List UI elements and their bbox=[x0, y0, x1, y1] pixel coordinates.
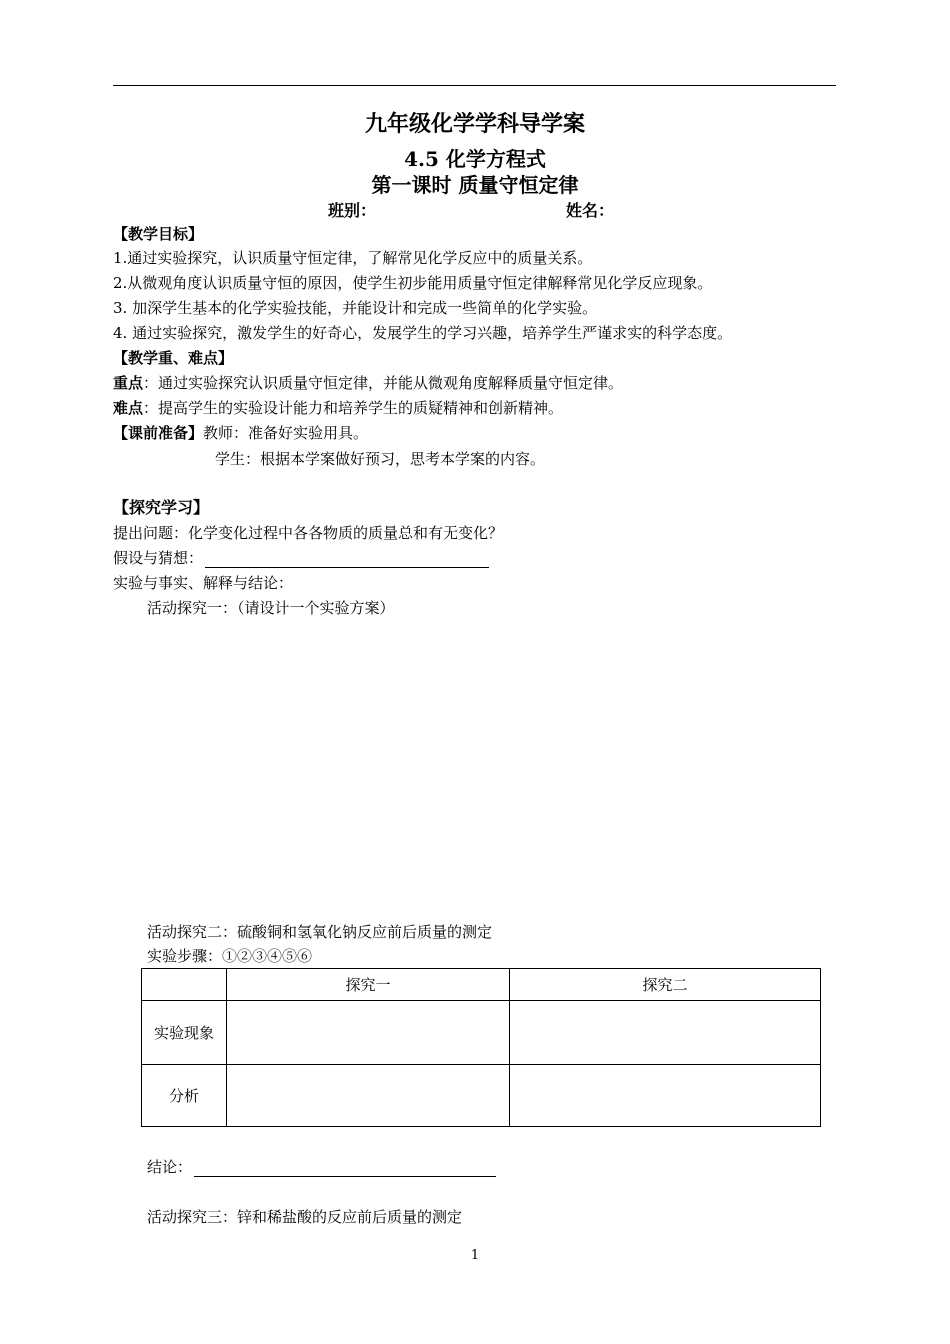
focus-text: ：通过实验探究认识质量守恒定律，并能从微观角度解释质量守恒定律。 bbox=[143, 374, 624, 392]
hypothesis-blank[interactable] bbox=[205, 551, 489, 568]
objective-item: 2.从微观角度认识质量守恒的原因，使学生初步能用质量守恒定律解释常见化学反应现象。 bbox=[113, 274, 713, 292]
steps-label: 实验步骤：①②③④⑤⑥ bbox=[147, 947, 313, 965]
objective-item: 1.通过实验探究，认识质量守恒定律，了解常见化学反应中的质量关系。 bbox=[113, 249, 593, 267]
page-number: 1 bbox=[470, 1248, 480, 1263]
table-header-row bbox=[142, 969, 821, 1001]
lesson-title: 第一课时 质量守恒定律 bbox=[371, 173, 579, 197]
preparation-student: 学生：根据本学案做好预习，思考本学案的内容。 bbox=[215, 450, 546, 468]
inquiry-question: 提出问题：化学变化过程中各各物质的质量总和有无变化？ bbox=[113, 524, 504, 542]
row-label: 分析 bbox=[142, 1065, 227, 1127]
section-title: 4.5 化学方程式 bbox=[404, 147, 546, 171]
preparation-teacher: 教师：准备好实验用具。 bbox=[203, 424, 369, 442]
preparation-heading: 【课前准备】 bbox=[113, 424, 204, 442]
class-label: 班别： bbox=[328, 201, 377, 220]
header-rule bbox=[113, 85, 836, 86]
table-header-cell bbox=[142, 969, 227, 1001]
page-title: 九年级化学学科导学案 bbox=[364, 111, 585, 137]
difficulty-text: ：提高学生的实验设计能力和培养学生的质疑精神和创新精神。 bbox=[143, 399, 564, 417]
table-header-cell: 探究一 bbox=[227, 969, 510, 1001]
hypothesis-line bbox=[113, 548, 489, 568]
activity1-label: 活动探究一：（请设计一个实验方案） bbox=[147, 599, 395, 617]
objective-item: 3. 加深学生基本的化学实验技能，并能设计和完成一些简单的化学实验。 bbox=[113, 299, 598, 317]
hypothesis-label: 假设与猜想： bbox=[113, 549, 204, 567]
table-cell[interactable] bbox=[510, 1001, 821, 1065]
conclusion-label: 结论： bbox=[147, 1158, 193, 1176]
row-label: 实验现象 bbox=[142, 1001, 227, 1065]
table-cell[interactable] bbox=[227, 1001, 510, 1065]
experiment-label: 实验与事实、解释与结论： bbox=[113, 574, 294, 592]
focus-line bbox=[113, 373, 623, 393]
name-label: 姓名： bbox=[566, 201, 615, 220]
objective-item: 4. 通过实验探究，激发学生的好奇心，发展学生的学习兴趣，培养学生严谨求实的科学态度。 bbox=[113, 324, 733, 342]
table-cell[interactable] bbox=[227, 1065, 510, 1127]
inquiry-heading: 【探究学习】 bbox=[113, 498, 210, 517]
conclusion-line bbox=[147, 1157, 496, 1177]
table-row bbox=[142, 1065, 821, 1127]
difficulty-label: 难点 bbox=[113, 399, 144, 417]
table-header-cell: 探究二 bbox=[510, 969, 821, 1001]
activity3-label: 活动探究三：锌和稀盐酸的反应前后质量的测定 bbox=[147, 1208, 463, 1226]
difficulty-line bbox=[113, 398, 563, 418]
conclusion-blank[interactable] bbox=[194, 1160, 496, 1177]
activity2-label: 活动探究二：硫酸铜和氢氧化钠反应前后质量的测定 bbox=[147, 923, 493, 941]
results-table bbox=[141, 968, 821, 1127]
preparation-line bbox=[113, 423, 368, 443]
key-points-heading: 【教学重、难点】 bbox=[113, 349, 234, 367]
table-row bbox=[142, 1001, 821, 1065]
focus-label: 重点 bbox=[113, 374, 144, 392]
table-cell[interactable] bbox=[510, 1065, 821, 1127]
objectives-heading: 【教学目标】 bbox=[113, 225, 204, 243]
